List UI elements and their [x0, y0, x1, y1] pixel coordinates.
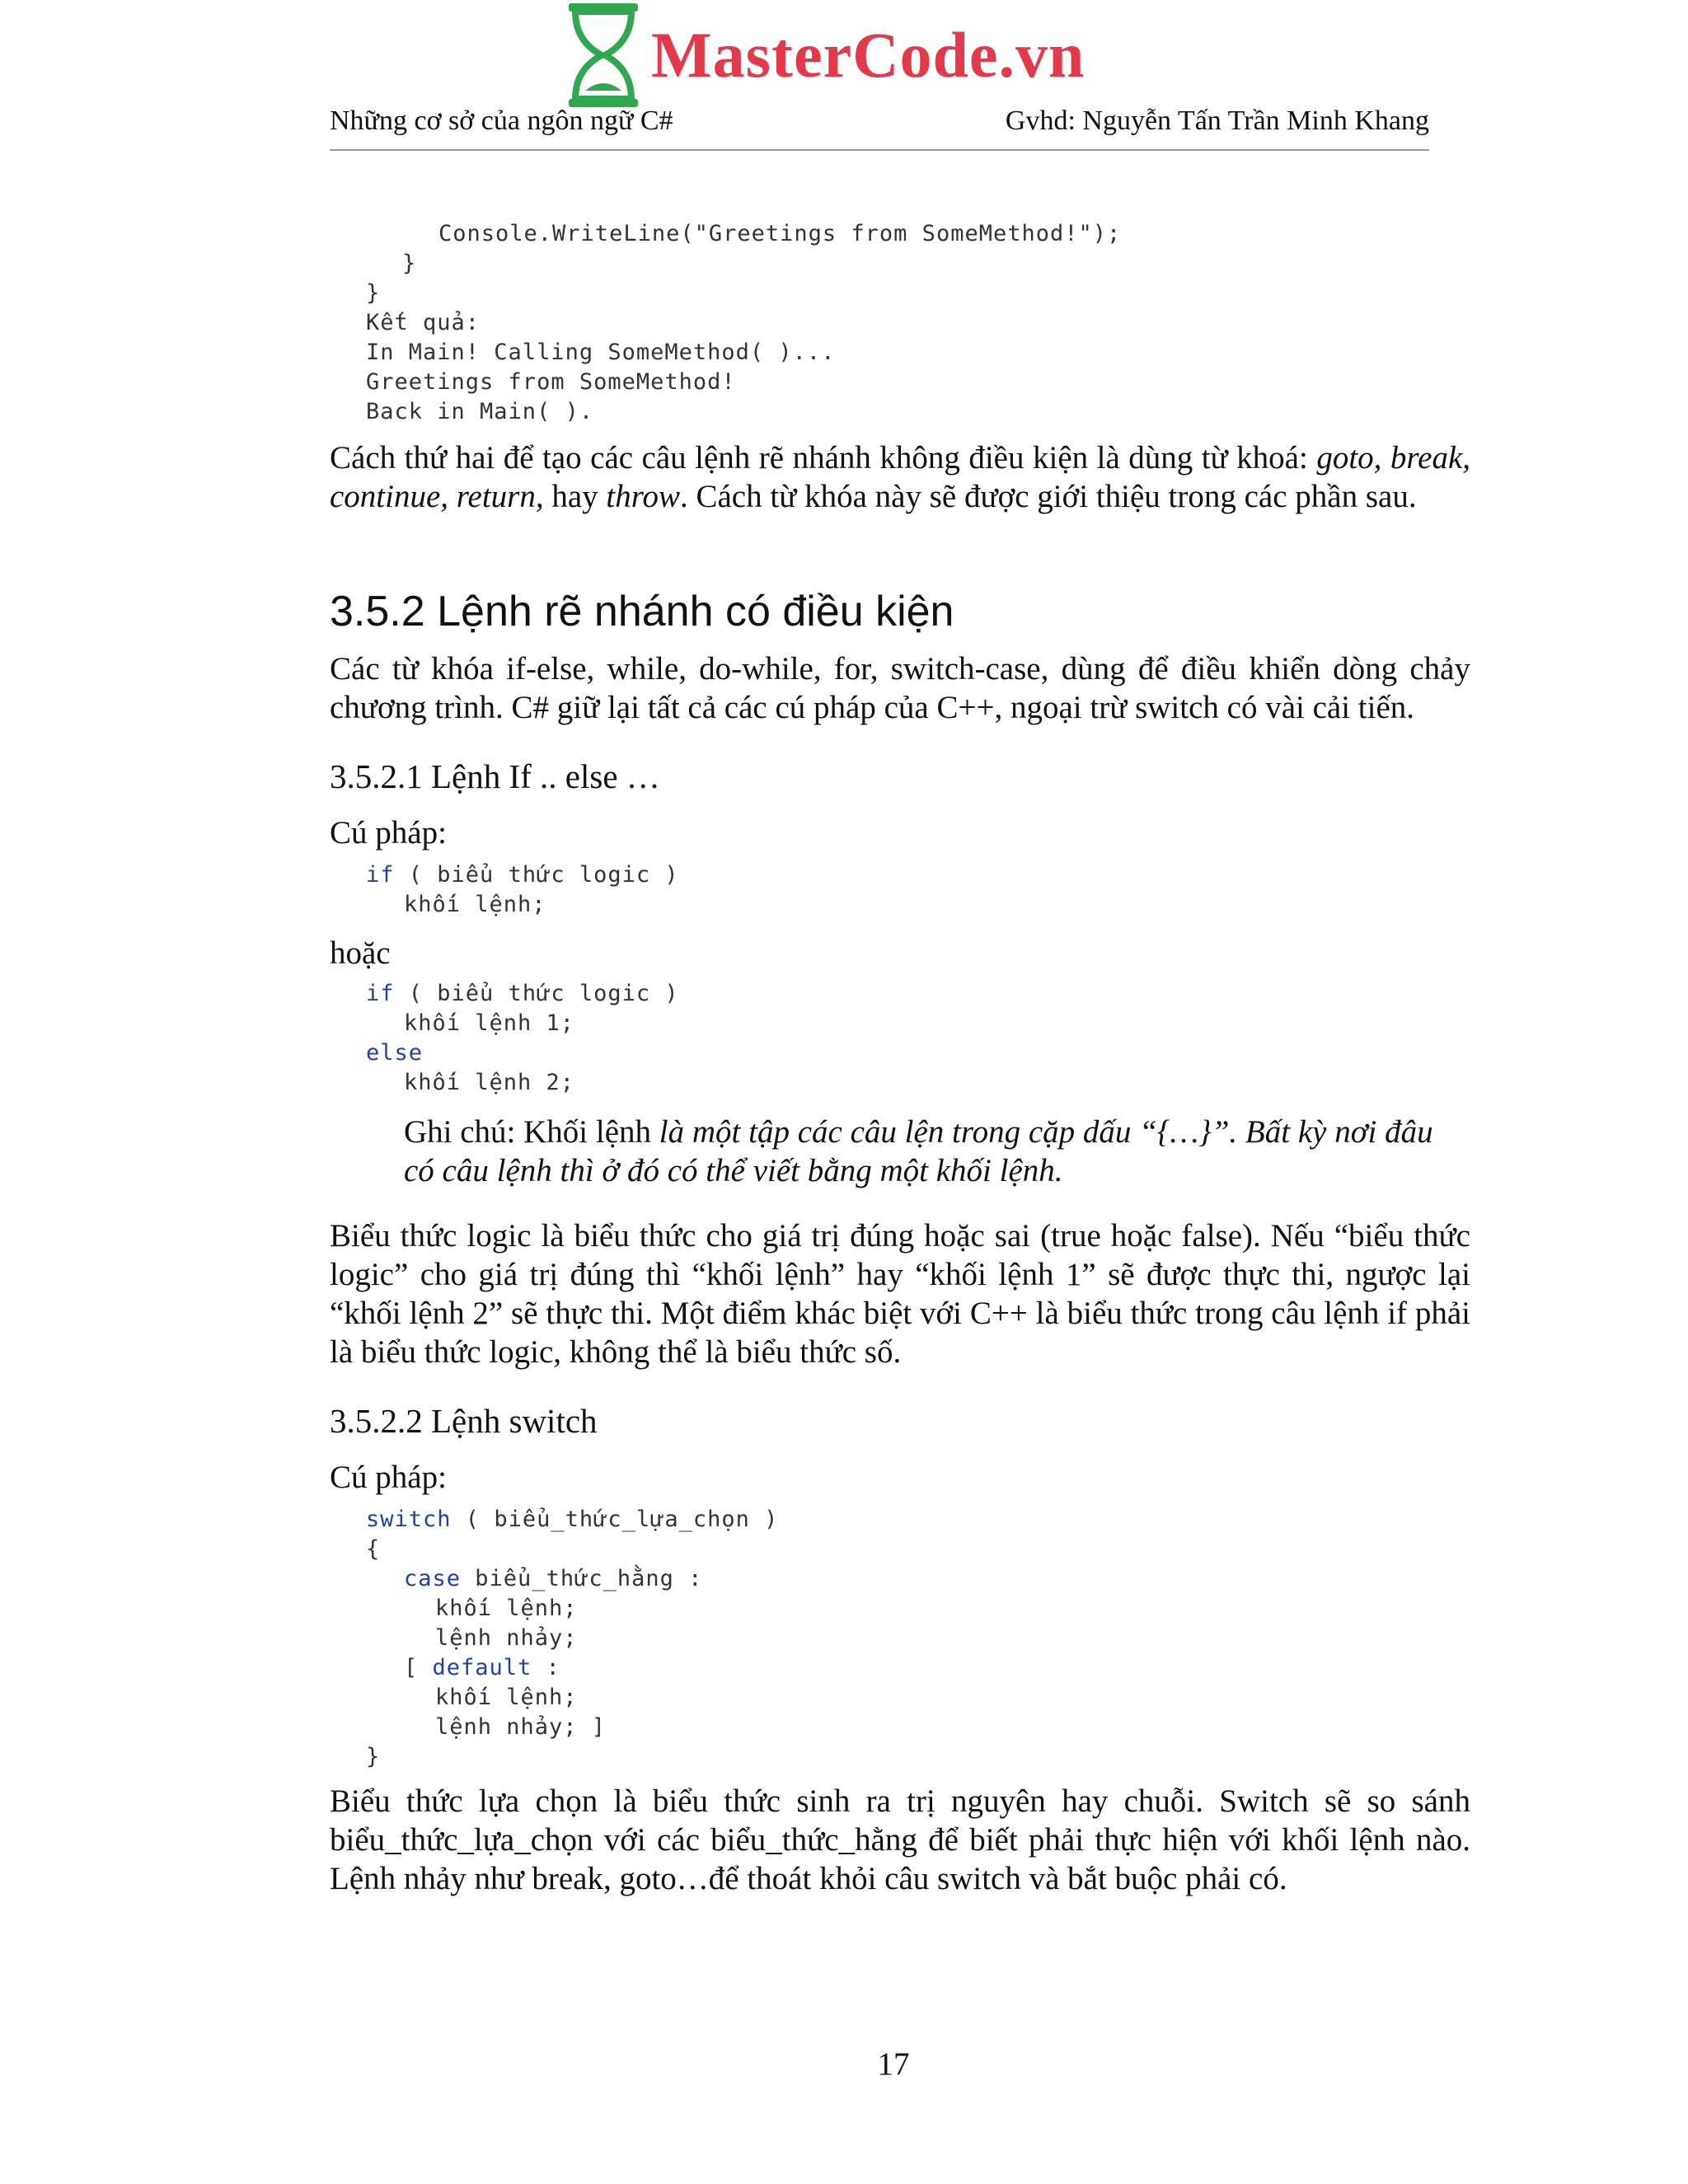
subsection-heading: 3.5.2.2 Lệnh switch — [330, 1402, 598, 1440]
code-line: [ default : — [404, 1655, 560, 1680]
code-line: Console.WriteLine("Greetings from SomeMethod!"); — [438, 221, 1122, 246]
page-number: 17 — [877, 2046, 910, 2082]
header-author: Gvhd: Nguyễn Tấn Trần Minh Khang — [1005, 105, 1429, 136]
hourglass-icon — [560, 0, 646, 110]
code-line: case biểu_thức_hằng : — [404, 1566, 703, 1591]
code-line: if ( biểu thức logic ) — [366, 862, 679, 888]
code-line: khối lệnh; — [435, 1685, 578, 1710]
paragraph: Biểu thức lựa chọn là biểu thức sinh ra trị nguyên hay chuỗi. Switch sẽ so sánh biểu_thức_lựa_chọn với các biểu_thức_hằng để biết phải thực hiện với khối lệnh nào. Lệnh nhảy như break, goto…để thoát khỏi câu switch và bắt buộc phải có. — [330, 1783, 1470, 1896]
paragraph: Các từ khóa if-else, while, do-while, for, switch-case, dùng để điều khiển dòng chảy chương trình. C# giữ lại tất cả các cú pháp của C++, ngoại trừ switch có vài cải tiến. — [330, 651, 1470, 725]
code-line: } — [366, 280, 381, 306]
code-line: } — [366, 1744, 381, 1769]
code-line: In Main! Calling SomeMethod( )... — [366, 340, 836, 365]
code-line: Kết quả: — [366, 310, 481, 335]
code-line: khối lệnh 2; — [404, 1070, 575, 1095]
note: Ghi chú: Khối lệnh là một tập các câu lện trong cặp dấu “{…}”. Bất kỳ nơi đâu có câu lệnh thì ở đó có thể viết bằng một khối lệnh. — [404, 1114, 1433, 1188]
code-line: lệnh nhảy; — [435, 1625, 578, 1651]
code-line: lệnh nhảy; ] — [435, 1714, 607, 1740]
code-line: khối lệnh; — [404, 892, 546, 917]
or-label: hoặc — [330, 935, 391, 971]
code-line: if ( biểu thức logic ) — [366, 981, 679, 1006]
site-logo — [560, 0, 1154, 115]
paragraph: Biểu thức logic là biểu thức cho giá trị đúng hoặc sai (true hoặc false). Nếu “biểu thức logic” cho giá trị đúng thì “khối lệnh” hay “khối lệnh 1” sẽ được thực thi, ngược lại “khối lệnh 2” sẽ thực thi. Một điểm khác biệt với C++ là biểu thức trong câu lệnh if phải là biểu thức logic, không thể là biểu thức số. — [330, 1218, 1470, 1370]
syntax-label: Cú pháp: — [330, 1460, 447, 1495]
section-heading: 3.5.2 Lệnh rẽ nhánh có điều kiện — [330, 588, 954, 635]
code-line: Back in Main( ). — [366, 399, 594, 424]
paragraph: Cách thứ hai để tạo các câu lệnh rẽ nhánh không điều kiện là dùng từ khoá: goto, break, continue, return, hay throw. Cách từ khóa này sẽ được giới thiệu trong các phần sau. — [330, 440, 1470, 514]
subsection-heading: 3.5.2.1 Lệnh If .. else … — [330, 757, 660, 795]
code-line: switch ( biểu_thức_lựa_chọn ) — [366, 1507, 779, 1532]
code-line: { — [366, 1536, 381, 1562]
syntax-label: Cú pháp: — [330, 815, 447, 851]
logo-text: MasterCode.vn — [651, 19, 1085, 91]
header-title: Những cơ sở của ngôn ngữ C# — [330, 105, 673, 136]
code-line: } — [402, 251, 417, 276]
code-line: khối lệnh; — [435, 1596, 578, 1621]
code-line: Greetings from SomeMethod! — [366, 369, 736, 395]
header-divider — [330, 149, 1429, 151]
code-line: khối lệnh 1; — [404, 1010, 575, 1036]
code-line: else — [366, 1040, 424, 1066]
